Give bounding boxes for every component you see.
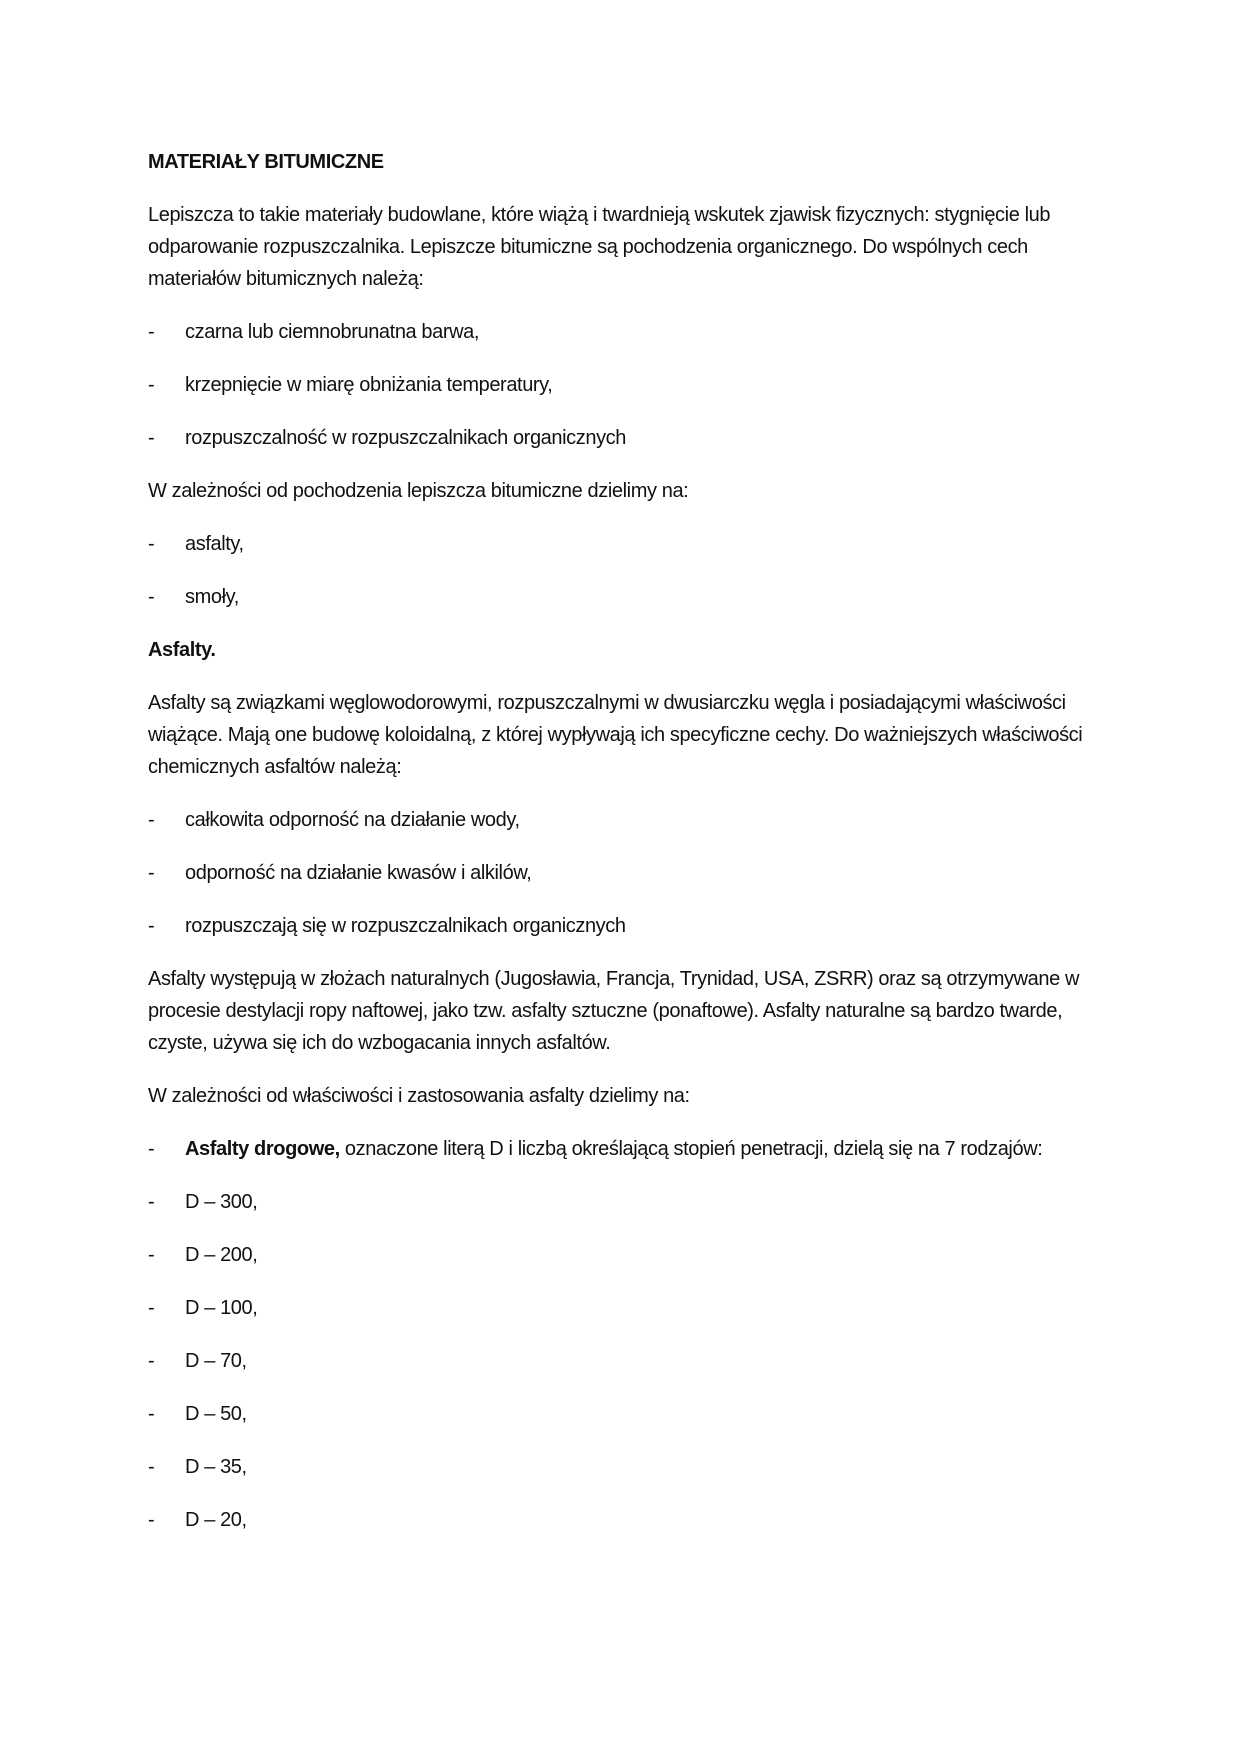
list-item <box>148 910 1088 942</box>
list-item-text: D – 20, <box>185 1509 247 1531</box>
asphalt-description: Asfalty są związkami węglowodorowymi, rozpuszczalnymi w dwusiarczku węgla i posiadającymi właściwości wiążące. Mają one budowę koloidalną, z której wypływają ich specyficzne cechy. Do ważniejszych właściwości chemicznych asfaltów należą: <box>148 692 1083 778</box>
intro-paragraph: Lepiszcza to takie materiały budowlane, które wiążą i twardnieją wskutek zjawisk fizycznych: stygnięcie lub odparowanie rozpuszczalnika. Lepiszcze bitumiczne są pochodzenia organicznego. Do wspólnych cech materiałów bitumicznych należą: <box>148 204 1051 290</box>
list-item <box>148 369 1088 401</box>
list-item <box>148 528 1088 560</box>
list-dash: - <box>148 915 155 937</box>
document-title: MATERIAŁY BITUMICZNE <box>148 151 384 173</box>
list-dash: - <box>148 321 155 343</box>
list-item-text: D – 100, <box>185 1297 258 1319</box>
list-item-text: D – 35, <box>185 1456 247 1478</box>
list-item <box>148 1345 1088 1377</box>
list-item <box>148 1451 1088 1483</box>
list-item <box>148 316 1088 348</box>
list-dash: - <box>148 533 155 555</box>
list-dash: - <box>148 1244 155 1266</box>
list-item-text: D – 50, <box>185 1403 247 1425</box>
origin-intro-paragraph: W zależności od pochodzenia lepiszcza bitumiczne dzielimy na: <box>148 480 689 502</box>
list-dash: - <box>148 1297 155 1319</box>
list-dash: - <box>148 1509 155 1531</box>
list-dash: - <box>148 1456 155 1478</box>
asphalt-heading: Asfalty. <box>148 639 216 661</box>
classification-intro-paragraph: W zależności od właściwości i zastosowania asfalty dzielimy na: <box>148 1085 690 1107</box>
list-item-text: czarna lub ciemnobrunatna barwa, <box>185 321 480 343</box>
list-item-text <box>185 1133 1088 1165</box>
list-item <box>148 1239 1088 1271</box>
occurrence-paragraph: Asfalty występują w złożach naturalnych (Jugosławia, Francja, Trynidad, USA, ZSRR) oraz są otrzymywane w procesie destylacji ropy naftowej, jako tzw. asfalty sztuczne (ponaftowe). Asfalty naturalne są bardzo twarde, czyste, używa się ich do wzbogacania innych asfaltów. <box>148 968 1079 1054</box>
list-dash: - <box>148 1350 155 1372</box>
list-item-text: krzepnięcie w miarę obniżania temperatury, <box>185 374 553 396</box>
road-asphalt-description: oznaczone literą D i liczbą określającą stopień penetracji, dzielą się na 7 rodzajów: <box>339 1138 1043 1160</box>
origin-types-list <box>148 528 1088 613</box>
list-dash: - <box>148 809 155 831</box>
list-dash: - <box>148 586 155 608</box>
list-item <box>148 857 1088 889</box>
list-item-text: odporność na działanie kwasów i alkilów, <box>185 862 532 884</box>
list-item <box>148 1133 1088 1165</box>
list-item-text: asfalty, <box>185 533 244 555</box>
road-asphalt-list <box>148 1133 1088 1536</box>
list-item-text: rozpuszczalność w rozpuszczalnikach organicznych <box>185 427 627 449</box>
road-asphalt-bold-label: Asfalty drogowe, <box>185 1138 340 1160</box>
list-dash: - <box>148 427 155 449</box>
list-item <box>148 804 1088 836</box>
list-dash: - <box>148 374 155 396</box>
list-dash: - <box>148 1138 155 1160</box>
list-item-text: D – 300, <box>185 1191 258 1213</box>
list-item <box>148 1398 1088 1430</box>
list-item-text: rozpuszczają się w rozpuszczalnikach organicznych <box>185 915 626 937</box>
list-item <box>148 1292 1088 1324</box>
common-features-list <box>148 316 1088 454</box>
list-item-text: D – 200, <box>185 1244 258 1266</box>
document-body <box>148 146 1088 1557</box>
list-dash: - <box>148 1191 155 1213</box>
list-dash: - <box>148 862 155 884</box>
list-item <box>148 1186 1088 1218</box>
list-item <box>148 581 1088 613</box>
list-dash: - <box>148 1403 155 1425</box>
chemical-properties-list <box>148 804 1088 942</box>
list-item-text: D – 70, <box>185 1350 247 1372</box>
list-item <box>148 422 1088 454</box>
list-item-text: smoły, <box>185 586 239 608</box>
list-item <box>148 1504 1088 1536</box>
list-item-text: całkowita odporność na działanie wody, <box>185 809 520 831</box>
